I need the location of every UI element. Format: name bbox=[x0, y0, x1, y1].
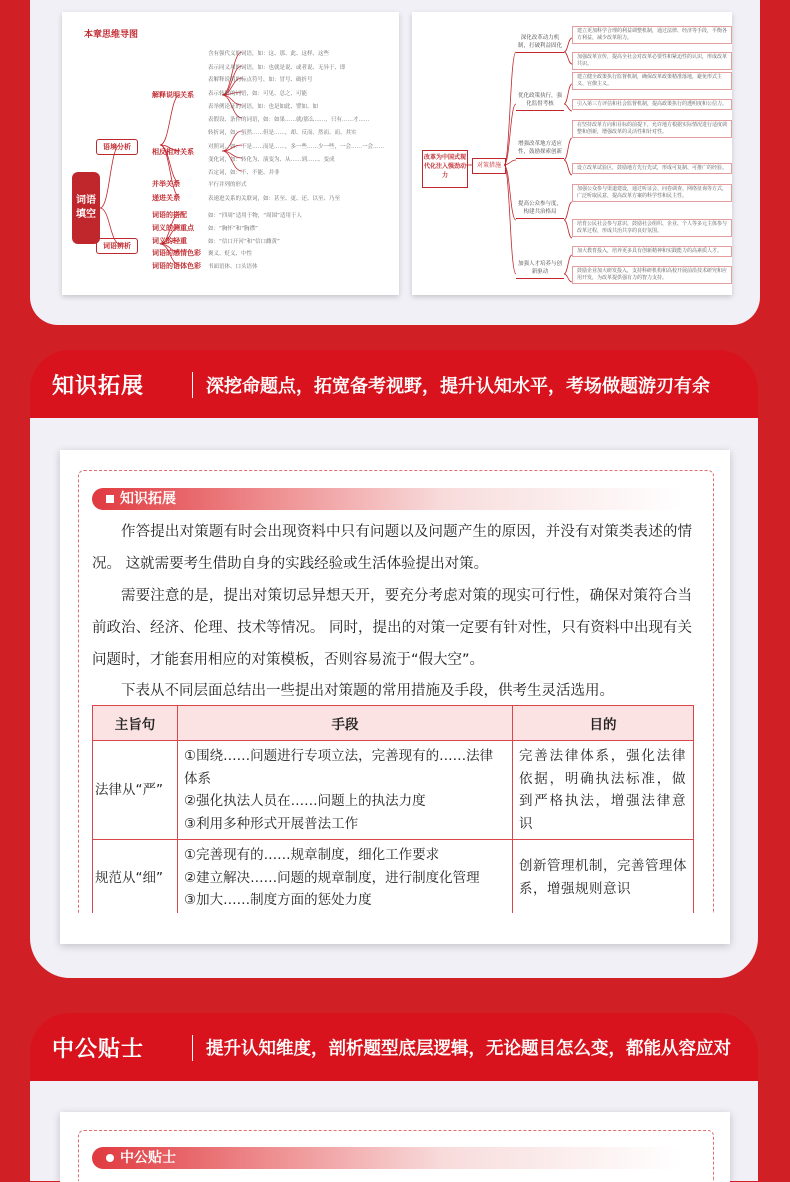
mindmap-subnode: 词义的轻重 bbox=[152, 237, 187, 245]
mindmap-branch-word-analysis: 词语辨析 bbox=[96, 238, 138, 254]
means-item: ①完善现有的……规章制度，细化工作要求 bbox=[184, 847, 440, 863]
means-item: ③加大……制度方面的惩处力度 bbox=[184, 892, 372, 908]
table-header: 主旨句 bbox=[93, 706, 178, 741]
mindmap-right-leaf: 在坚持改革方向和目标的前提下，允许地方根据实际情况进行适度调整和创新，增强改革的灵活性和针对性。 bbox=[572, 120, 732, 138]
mindmap-right-leaf: 设立改革试验区，鼓励地方先行先试，形成可复制、可推广的经验。 bbox=[572, 163, 732, 174]
banner-subtitle: 提升认知维度，剖析题型底层逻辑，无论题目怎么变，都能从容应对 bbox=[206, 1039, 731, 1059]
mindmap-leaf: 如：“信口开河”和“信口雌黄” bbox=[208, 239, 280, 245]
table-cell-theme: 法律从“严” bbox=[93, 741, 178, 840]
mindmap-subnode: 解释说明关系 bbox=[152, 91, 194, 99]
table-header: 目的 bbox=[513, 706, 694, 741]
tips-heading-text: 中公贴士 bbox=[120, 1150, 176, 1166]
mindmap-right-branch: 提高公众参与度，构建共治格局 bbox=[516, 200, 564, 219]
mindmap-branch-context: 语境分析 bbox=[96, 139, 138, 155]
measures-table bbox=[92, 705, 694, 913]
section-banner-tips bbox=[30, 1013, 758, 1081]
mindmap-right-leaf: 鼓励企业加大研发投入，支持科研机构和高校开展前沿技术研究和应用开发，为改革提供强有力的智力支持。 bbox=[572, 266, 732, 284]
mindmap-leaf: 表解释说明的标点符号，如：冒号、破折号 bbox=[208, 77, 313, 83]
mindmap-leaf: 如：“四周”适用于物，“周围”适用于人 bbox=[208, 213, 302, 219]
mindmap-leaf: 表递进关系的关联词，如：甚至、更、还、以至、乃至 bbox=[208, 196, 341, 202]
mindmap-leaf: 表假设、条件的词语，如：如果……就/那么……，只有……才…… bbox=[208, 117, 370, 123]
mindmap-right-root: 改革为中国式现代化注入强劲动力 bbox=[422, 150, 468, 188]
mindmap-leaf: 表示同义项的词语，如：也就是说、或者说、无异于、即 bbox=[208, 65, 346, 71]
table-cell-purpose: 完善法律体系，强化法律依据，明确执法标准，做到严格执法，增强法律意识 bbox=[513, 741, 694, 840]
mindmap-leaf: 变化词，如：转化为、演变为、从……到……、变成 bbox=[208, 157, 335, 163]
means-item: ③利用多种形式开展普法工作 bbox=[184, 815, 359, 832]
mindmap-leaf: 含有强代义的词语，如：这、那、此、这样、这些 bbox=[208, 51, 330, 57]
banner-tag: 中公贴士 bbox=[52, 1037, 145, 1062]
mindmap-right-leaf: 建立更加科学合理的利益调整机制，通过法律、经济等手段，平衡各方利益，减少改革阻力。 bbox=[572, 26, 732, 44]
paragraph: 作答提出对策题有时会出现资料中只有问题以及问题产生的原因，并没有对策类表述的情况。 这就需要考生借助自身的实践经验或生活体验提出对策。 bbox=[92, 524, 692, 572]
table-header-row bbox=[93, 706, 694, 741]
knowledge-heading-text: 知识拓展 bbox=[120, 491, 176, 507]
mindmap-leaf: 转折词，如：虽然……但是……，却、反而、然而、而、其实 bbox=[208, 130, 357, 136]
mindmap-leaf: 如：“胸怀”和“胸襟” bbox=[208, 226, 258, 232]
mindmap-right-leaf: 建立健全政策执行监督机制，确保改革政策精准落地，避免形式主义、官僚主义。 bbox=[572, 72, 732, 90]
mindmap-right-leaf: 加强改革宣传，提高全社会对改革必要性和紧迫性的认识，形成改革共识。 bbox=[572, 52, 732, 70]
mindmap-subnode: 相反相对关系 bbox=[152, 148, 194, 156]
mindmap-leaf: 表举例论证的词语，如：也是如此、譬如、如 bbox=[208, 104, 319, 110]
mindmap-right-branch: 增强改革地方适应性，鼓励探索创新 bbox=[516, 140, 564, 159]
mindmap-left bbox=[62, 12, 399, 295]
mindmap-right-mid: 对策措施 bbox=[472, 158, 506, 174]
mindmap-root: 词语填空 bbox=[72, 172, 100, 244]
means-item: ①围绕……问题进行专项立法，完善现有的……法律体系 bbox=[184, 748, 494, 787]
mindmap-right-leaf: 加强公众参与渠道建设，通过听证会、问卷调查、网络征询等方式，广泛听取民意，提高改革方案的科学性和民主性。 bbox=[572, 184, 732, 202]
mindmap-right-branch: 深化改革动力机制，打破利益固化 bbox=[516, 34, 564, 53]
measures-table-wrapper bbox=[90, 703, 700, 913]
section-banner-knowledge bbox=[30, 350, 758, 418]
table-row bbox=[93, 840, 694, 914]
mindmap-right-branch: 加强人才培养与创新驱动 bbox=[516, 260, 564, 279]
mindmap-leaf: 书面语体、口头语体 bbox=[208, 264, 258, 270]
table-header: 手段 bbox=[178, 706, 513, 741]
mindmap-leaf: 平行并列的形式 bbox=[208, 182, 247, 188]
table-row bbox=[93, 741, 694, 840]
mindmap-leaf: 否定词，如：不、不能、并非 bbox=[208, 170, 280, 176]
knowledge-heading bbox=[92, 488, 682, 510]
banner-divider bbox=[192, 372, 193, 398]
paragraph: 下表从不同层面总结出一些提出对策题的常用措施及手段，供考生灵活选用。 bbox=[121, 683, 614, 699]
table-cell-means bbox=[178, 741, 513, 840]
mindmap-subnode: 词语的搭配 bbox=[152, 211, 187, 219]
paragraph: 需要注意的是，提出对策切忌异想天开，要充分考虑对策的现实可行性，确保对策符合当前政治、经济、伦理、技术等情况。 同时，提出的对策一定要有针对性，只有资料中出现有关问题时，才能套用相应的对策模板，否则容易流于“假大空”。 bbox=[92, 588, 692, 668]
tips-heading bbox=[92, 1147, 682, 1169]
mindmap-right-branch: 优化政策执行，强化监督考核 bbox=[516, 92, 564, 111]
mindmap-right-leaf: 加大教育投入，培养更多具有创新精神和实践能力的高素质人才。 bbox=[572, 246, 732, 257]
dot-bullet-icon bbox=[106, 1154, 114, 1162]
mindmap-subnode: 并举关系 bbox=[152, 180, 180, 188]
mindmap-subnode: 递进关系 bbox=[152, 194, 180, 202]
mindmap-right-leaf: 培育公民社会参与意识，鼓励社会组织、企业、个人等多元主体参与改革过程，形成共治共享的良好氛围。 bbox=[572, 219, 732, 237]
mindmap-right-leaf: 引入第三方评估和社会监督机制，提高政策执行的透明度和公信力。 bbox=[572, 99, 732, 110]
table-cell-theme: 规范从“细” bbox=[93, 840, 178, 914]
mindmap-leaf: 褒义、贬义、中性 bbox=[208, 251, 253, 257]
mindmap-leaf: 表示转折的词语，如：可见、总之、可能 bbox=[208, 91, 308, 97]
banner-divider bbox=[192, 1035, 193, 1061]
mindmap-title: 本章思维导图 bbox=[84, 30, 139, 40]
banner-tag: 知识拓展 bbox=[52, 374, 145, 399]
mindmap-subnode: 词义的侧重点 bbox=[152, 224, 194, 232]
mindmap-right bbox=[412, 12, 732, 295]
table-cell-means bbox=[178, 840, 513, 914]
mindmap-subnode: 词语的语体色彩 bbox=[152, 262, 201, 270]
means-item: ②建立解决……问题的规章制度，进行制度化管理 bbox=[184, 869, 480, 886]
means-item: ②强化执法人员在……问题上的执法力度 bbox=[184, 793, 426, 809]
table-cell-purpose: 创新管理机制，完善管理体系，增强规则意识 bbox=[513, 840, 694, 914]
mindmap-subnode: 词语的感情色彩 bbox=[152, 249, 201, 257]
mindmap-leaf: 对照词，如：不是……而是……，多一些……少一些，一会……一会…… bbox=[208, 144, 385, 150]
square-bullet-icon bbox=[106, 495, 114, 503]
banner-subtitle: 深挖命题点，拓宽备考视野，提升认知水平，考场做题游刃有余 bbox=[206, 376, 710, 397]
